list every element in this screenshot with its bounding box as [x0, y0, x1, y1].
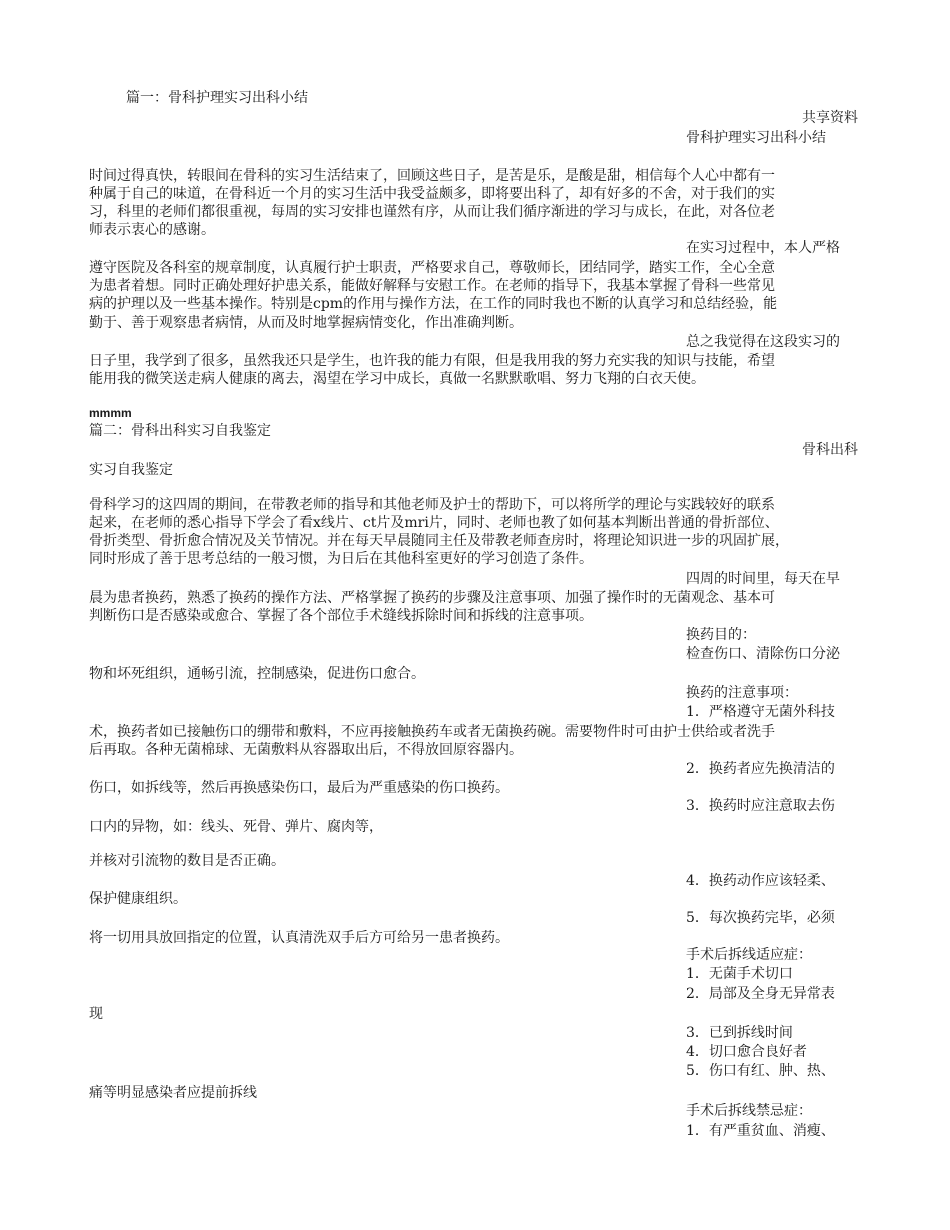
indication-item: 痛等明显感染者应提前拆线 — [89, 1085, 257, 1101]
note-item: 3．换药时应注意取去伤 — [686, 798, 835, 814]
contraindications-label: 手术后拆线禁忌症： — [686, 1103, 812, 1119]
paragraph-lead: 在实习过程中，本人严格 — [686, 240, 840, 256]
paragraph-line: 骨折类型、骨折愈合情况及关节情况。并在每天早晨随同主任及带教老师查房时，将理论知识进一步的巩固扩展， — [89, 533, 789, 549]
article1-subtitle: 骨科护理实习出科小结 — [686, 130, 826, 146]
share-label: 共享资料 — [802, 110, 858, 126]
divider-text: mmmm — [89, 406, 132, 420]
paragraph-line: 同时形成了善于思考总结的一般习惯，为日后在其他科室更好的学习创造了条件。 — [89, 551, 593, 567]
paragraph-line: 日子里，我学到了很多，虽然我还只是学生，也许我的能力有限，但是我用我的努力充实我的知识与技能，希望 — [89, 353, 775, 369]
paragraph-lead: 总之我觉得在这段实习的 — [686, 334, 840, 350]
indication-item: 1．无菌手术切口 — [686, 966, 793, 982]
paragraph-line: 骨科学习的这四周的期间，在带教老师的指导和其他老师及护士的帮助下，可以将所学的理论与实践较好的联系 — [89, 497, 775, 513]
indication-item: 3．已到拆线时间 — [686, 1025, 793, 1041]
indication-item: 4．切口愈合良好者 — [686, 1044, 807, 1060]
paragraph-line: 为患者着想。同时正确处理好护患关系，能做好解释与安慰工作。在老师的指导下，我基本掌握了骨科一些常见 — [89, 278, 775, 294]
note-item: 后再取。各种无菌棉球、无菌敷料从容器取出后，不得放回原容器内。 — [89, 742, 523, 758]
notes-label: 换药的注意事项： — [686, 685, 798, 701]
note-item: 伤口，如拆线等，然后再换感染伤口，最后为严重感染的伤口换药。 — [89, 780, 509, 796]
indications-label: 手术后拆线适应症： — [686, 947, 812, 963]
paragraph-line: 遵守医院及各科室的规章制度，认真履行护士职责，严格要求自己，尊敬师长，团结同学，踏实工作，全心全意 — [89, 260, 775, 276]
article2-title-part1: 骨科出科 — [802, 442, 858, 458]
paragraph-line: 勤于、善于观察患者病情，从而及时地掌握病情变化，作出准确判断。 — [89, 315, 523, 331]
article1-heading: 篇一：骨科护理实习出科小结 — [126, 90, 308, 106]
note-item: 5．每次换药完毕，必须 — [686, 910, 835, 926]
purpose-line: 检查伤口、清除伤口分泌 — [686, 646, 840, 662]
note-item: 术，换药者如已接触伤口的绷带和敷料，不应再接触换药车或者无菌换药碗。需要物件时可由护士供给或者洗手 — [89, 724, 775, 740]
paragraph-line: 判断伤口是否感染或愈合、掌握了各个部位手术缝线拆除时间和拆线的注意事项。 — [89, 608, 593, 624]
article2-heading: 篇二：骨科出科实习自我鉴定 — [89, 423, 271, 439]
paragraph-line: 起来，在老师的悉心指导下学会了看x线片、ct片及mri片，同时、老师也教了如何基本判断出普通的骨折部位、 — [89, 515, 779, 531]
paragraph-line: 能用我的微笑送走病人健康的离去，渴望在学习中成长，真做一名默默歌唱、努力飞翔的白衣天使。 — [89, 371, 705, 387]
note-item: 4．换药动作应该轻柔、 — [686, 873, 835, 889]
paragraph-line: 习，科里的老师们都很重视，每周的实习安排也谨然有序，从而让我们循序渐进的学习与成长，在此，对各位老 — [89, 204, 775, 220]
purpose-label: 换药目的： — [686, 627, 756, 643]
paragraph-line: 晨为患者换药，熟悉了换药的操作方法、严格掌握了换药的步骤及注意事项、加强了操作时的无菌观念、基本可 — [89, 590, 775, 606]
indication-item: 现 — [89, 1006, 103, 1022]
note-item: 保护健康组织。 — [89, 891, 187, 907]
purpose-line: 物和坏死组织，通畅引流，控制感染，促进伤口愈合。 — [89, 666, 425, 682]
indication-item: 2．局部及全身无异常表 — [686, 986, 835, 1002]
paragraph-line: 时间过得真快，转眼间在骨科的实习生活结束了，回顾这些日子，是苦是乐，是酸是甜，相信每个人心中都有一 — [89, 168, 775, 184]
article2-title-part2: 实习自我鉴定 — [89, 462, 173, 478]
paragraph-line: 病的护理以及一些基本操作。特别是cpm的作用与操作方法，在工作的同时我也不断的认真学习和总结经验，能 — [89, 296, 778, 312]
paragraph-line: 师表示衷心的感谢。 — [89, 222, 215, 238]
indication-item: 5．伤口有红、肿、热、 — [686, 1063, 835, 1079]
paragraph-line: 种属于自己的味道，在骨科近一个月的实习生活中我受益颇多，即将要出科了，却有好多的不舍，对于我们的实 — [89, 186, 775, 202]
note-item: 1．严格遵守无菌外科技 — [686, 704, 835, 720]
note-item: 2．换药者应先换清洁的 — [686, 761, 835, 777]
note-item: 并核对引流物的数目是否正确。 — [89, 853, 285, 869]
contraindication-item: 1．有严重贫血、消瘦、 — [686, 1123, 835, 1139]
paragraph-lead: 四周的时间里，每天在早 — [686, 571, 840, 587]
note-item: 将一切用具放回指定的位置，认真清洗双手后方可给另一患者换药。 — [89, 930, 509, 946]
note-item: 口内的异物，如：线头、死骨、弹片、腐肉等， — [89, 819, 383, 835]
